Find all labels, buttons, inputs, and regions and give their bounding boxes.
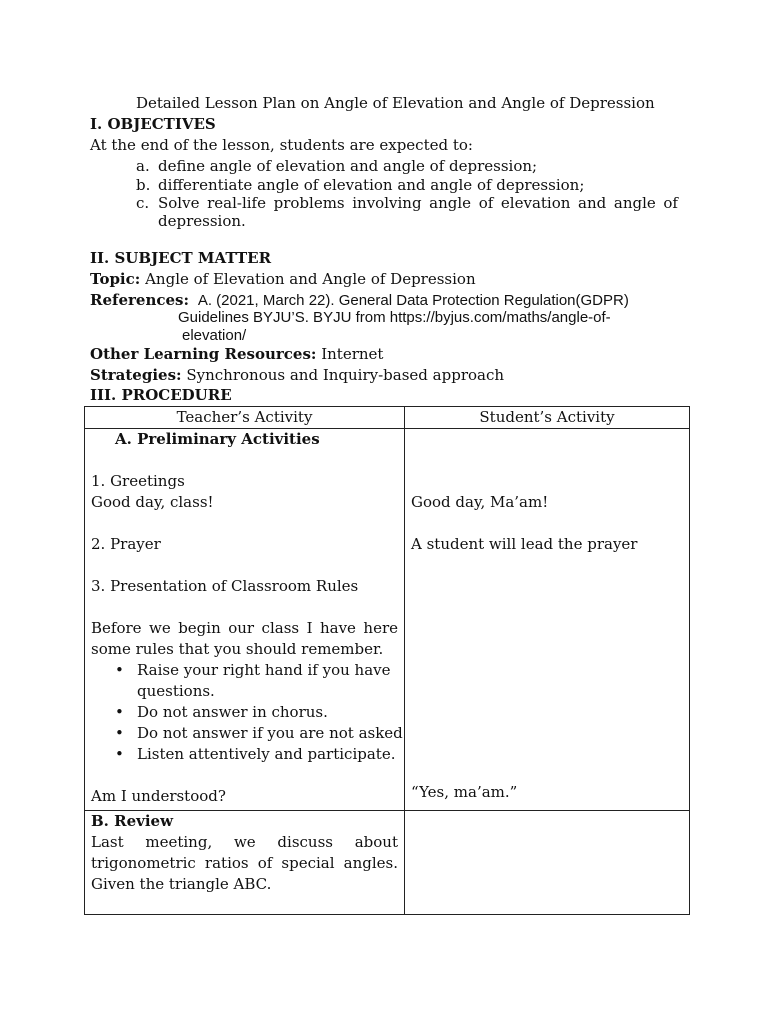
bullet-icon: • [115, 724, 124, 742]
procedure-table [84, 406, 690, 915]
review-line-1: Last meeting, we discuss about [91, 833, 398, 851]
rule-bullet-1 [91, 660, 398, 681]
rule-text: Do not answer if you are not asked [137, 724, 403, 742]
objective-item-c [136, 193, 679, 213]
references-line-3: elevation/ [182, 327, 247, 344]
preliminary-heading: A. Preliminary Activities [115, 430, 320, 448]
objective-text: define angle of elevation and angle of depression; [158, 157, 538, 175]
topic-line [90, 269, 476, 289]
subject-matter-heading: II. SUBJECT MATTER [90, 249, 272, 267]
strategies-value: Synchronous and Inquiry-based approach [186, 366, 505, 384]
table-row [85, 811, 690, 915]
rule-bullet-1-continued: questions. [137, 682, 215, 700]
understood-question: Am I understood? [91, 787, 226, 805]
strategies-label: Strategies: [90, 366, 182, 384]
bullet-icon: • [115, 703, 124, 721]
rule-bullet-3 [91, 723, 403, 744]
objectives-intro: At the end of the lesson, students are expected to: [90, 136, 473, 154]
objective-text: Solve real-life problems involving angle of elevation and angle of [158, 194, 678, 212]
prayer-label: 2. Prayer [91, 535, 161, 553]
other-resources-line [90, 344, 383, 364]
topic-value: Angle of Elevation and Angle of Depression [145, 270, 476, 288]
objective-marker: c. [136, 194, 150, 212]
greet-teacher: Good day, class! [91, 493, 214, 511]
student-cell [405, 429, 690, 811]
review-heading: B. Review [91, 812, 174, 830]
procedure-heading: III. PROCEDURE [90, 386, 232, 404]
objective-text-continued: depression. [158, 212, 246, 230]
strategies-line [90, 365, 504, 385]
other-resources-value: Internet [321, 345, 384, 363]
objective-item-b [136, 175, 584, 195]
bullet-icon: • [115, 745, 124, 763]
review-line-2: trigonometric ratios of special angles. [91, 854, 398, 872]
greetings-label: 1. Greetings [91, 472, 185, 490]
objective-text: differentiate angle of elevation and angle of depression; [158, 176, 585, 194]
understood-student: “Yes, ma’am.” [411, 783, 518, 801]
teacher-activity-header: Teacher’s Activity [85, 407, 405, 429]
document-title: Detailed Lesson Plan on Angle of Elevation and Angle of Depression [136, 94, 655, 112]
topic-label: Topic: [90, 270, 141, 288]
objectives-heading: I. OBJECTIVES [90, 115, 216, 133]
rules-label: 3. Presentation of Classroom Rules [91, 577, 359, 595]
rule-text: Listen attentively and participate. [137, 745, 396, 763]
greet-student: Good day, Ma’am! [411, 493, 549, 511]
rule-bullet-2 [91, 702, 398, 723]
table-header-row [85, 407, 690, 429]
rules-intro-1: Before we begin our class I have here [91, 619, 398, 637]
review-line-3: Given the triangle ABC. [91, 875, 272, 893]
rule-text: Do not answer in chorus. [137, 703, 328, 721]
other-resources-label: Other Learning Resources: [90, 345, 317, 363]
prayer-student: A student will lead the prayer [411, 535, 638, 553]
bullet-icon: • [115, 661, 124, 679]
references-value: A. (2021, March 22). General Data Protection Regulation(GDPR) [197, 292, 629, 309]
objective-marker: b. [136, 176, 151, 194]
references-line-2: Guidelines BYJU’S. BYJU from https://byjus.com/maths/angle-of- [178, 309, 611, 326]
rules-intro-2: some rules that you should remember. [91, 640, 384, 658]
teacher-review-cell [85, 811, 405, 915]
rule-text: Raise your right hand if you have [137, 661, 391, 679]
teacher-cell [85, 429, 405, 811]
table-row [85, 429, 690, 811]
references-label: References: [90, 291, 190, 309]
objective-item-a [136, 156, 537, 176]
rule-bullet-4 [91, 744, 398, 765]
student-activity-header: Student’s Activity [405, 407, 690, 429]
student-review-cell [405, 811, 690, 915]
objective-marker: a. [136, 157, 150, 175]
